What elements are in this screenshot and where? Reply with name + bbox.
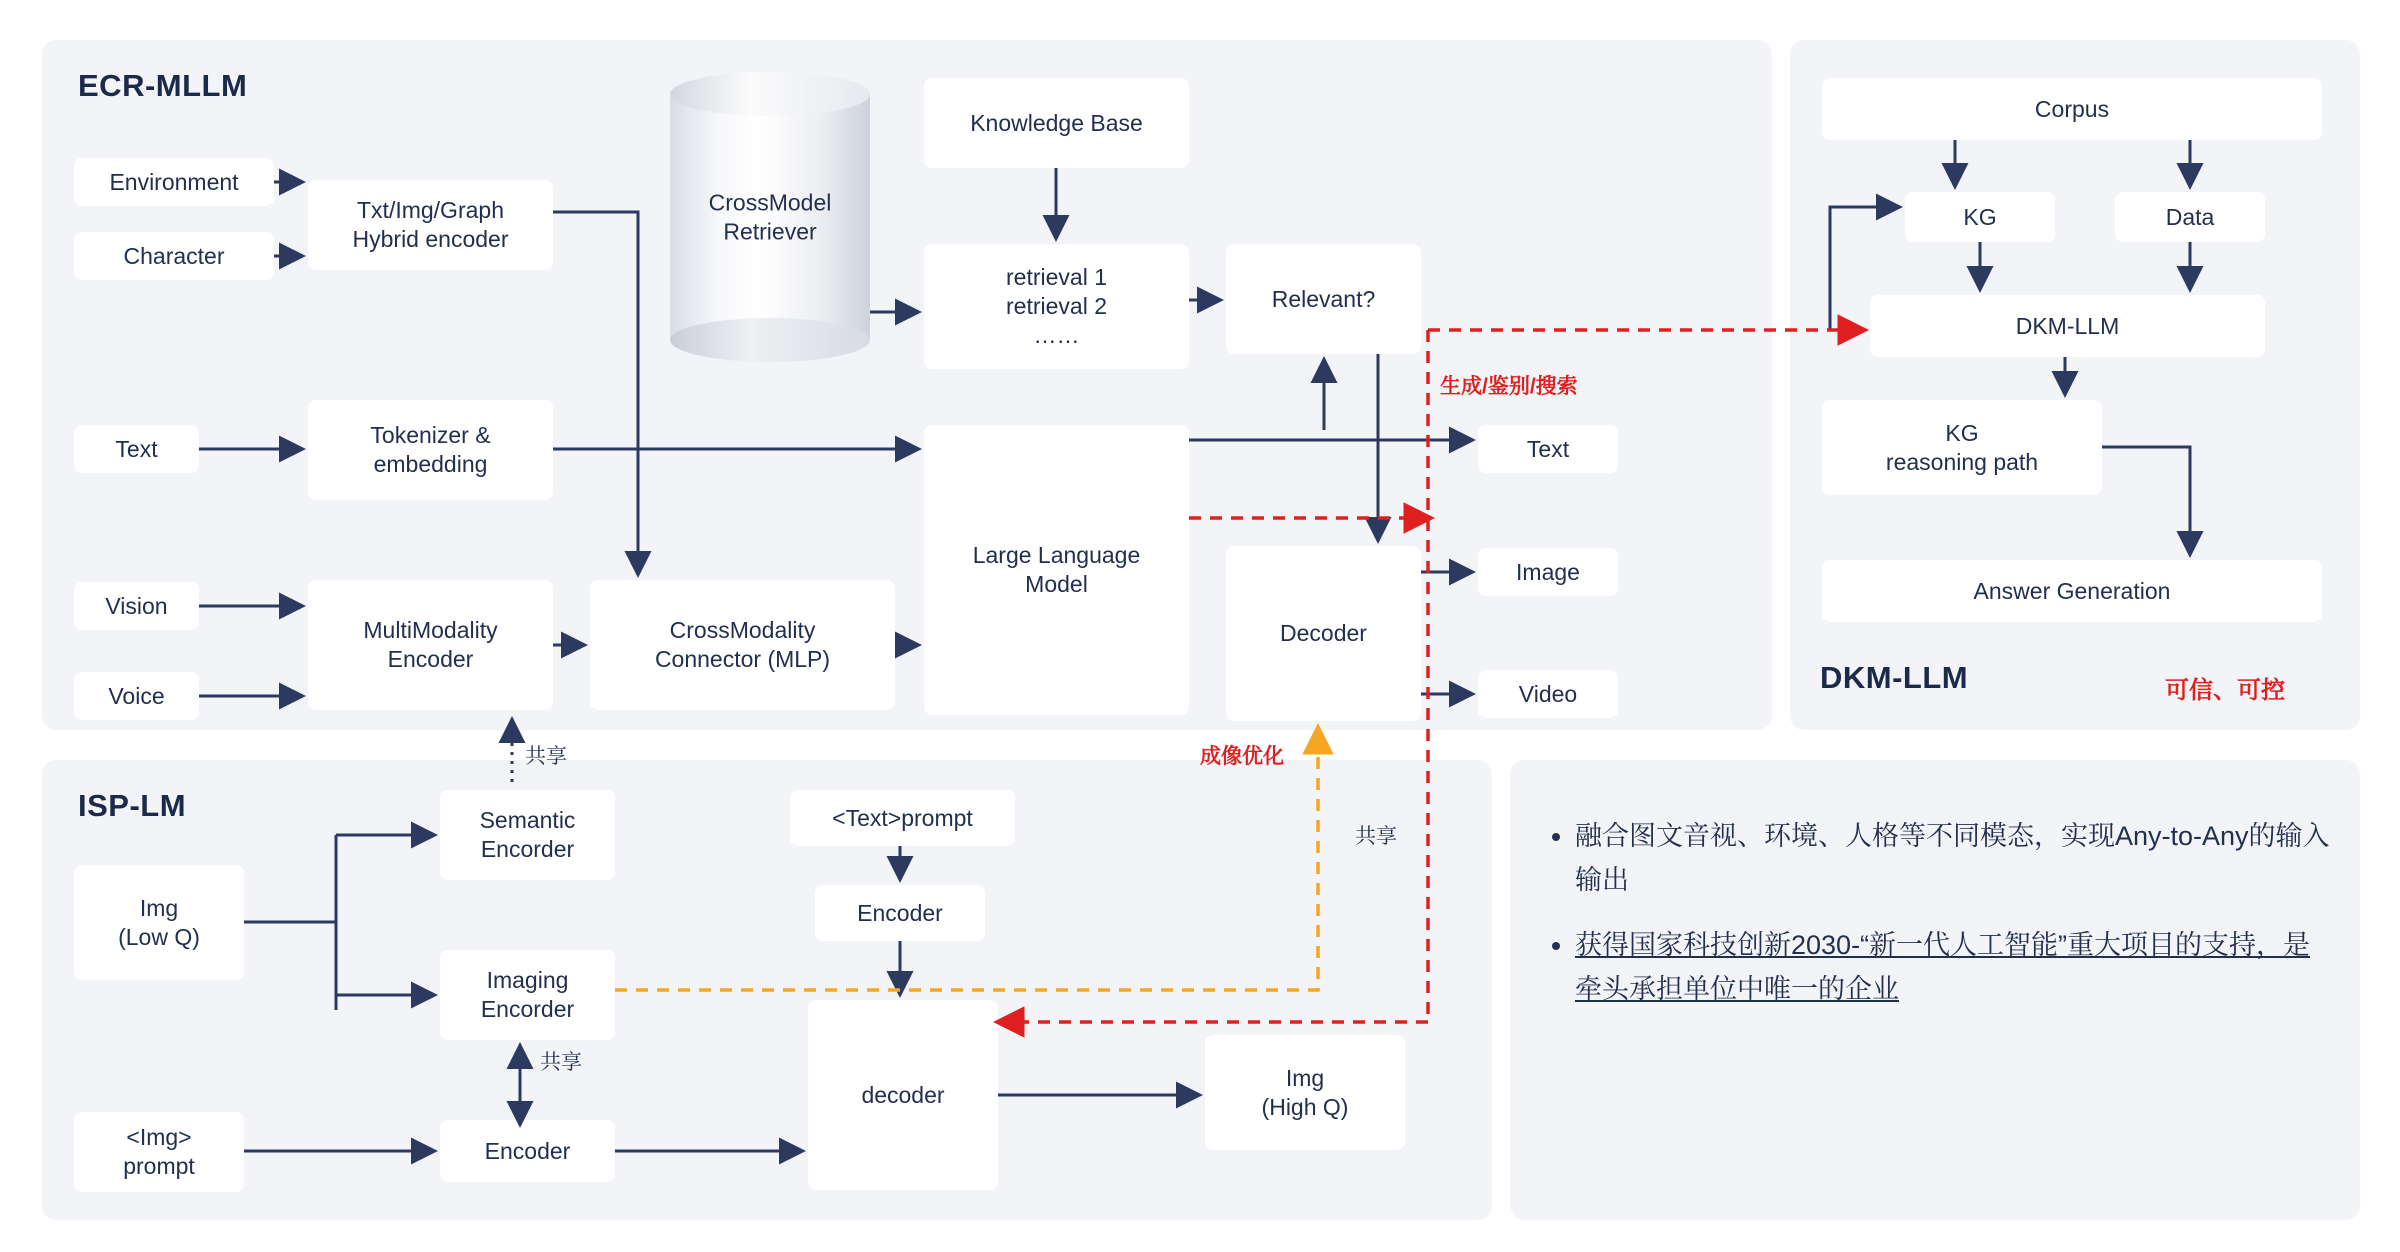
kg-path-line1: KG [1945,419,1979,446]
panel-dkm-llm [1790,40,2360,730]
node-vision-label: Vision [105,592,168,619]
tokenizer-line2: embedding [373,451,488,477]
node-environment-label: Environment [109,168,239,195]
img-prompt-line2: prompt [123,1153,195,1179]
node-output-text [1478,425,1618,473]
retrieval-line2: retrieval 2 [1006,293,1107,320]
node-output-image-label: Image [1516,558,1580,585]
label-share-1: 共享 [525,745,567,768]
mm-encoder-line1: MultiModality [363,617,498,644]
node-corpus-label: Corpus [2034,95,2110,122]
node-relevant-label: Relevant? [1271,285,1376,312]
panel-title-dkm: DKM-LLM [1820,660,1969,695]
imaging-line1: Imaging [486,967,569,994]
node-large-language-model [924,425,1189,715]
node-crossmodality-connector [590,580,895,710]
node-data-label: Data [2165,203,2215,230]
cylinder-bottom [670,318,870,362]
node-text-input [74,425,199,473]
node-text-input-label: Text [115,435,158,462]
node-hybrid-encoder-line1: Txt/Img/Graph [357,197,504,224]
node-multimodality-encoder [308,580,553,710]
node-corpus [1822,78,2322,140]
node-answer-generation [1822,560,2322,622]
node-crossmodel-retriever-label [670,188,870,246]
node-decoder-ecr-label: Decoder [1280,620,1367,647]
node-decoder-isp-label: decoder [861,1081,945,1108]
cylinder-top [670,72,870,116]
panel-isp-lm [42,760,1492,1220]
node-knowledge-base [924,78,1189,168]
node-answer-generation-label: Answer Generation [1973,577,2171,604]
retriever-line1: CrossModel [708,189,832,216]
dkm-badge: 可信、可控 [2165,677,2285,704]
node-output-video-label: Video [1518,680,1578,707]
mm-encoder-line2: Encoder [387,646,474,672]
llm-line1: Large Language [972,542,1141,569]
node-character-label: Character [123,242,225,269]
retrieval-line1: retrieval 1 [1006,264,1107,291]
node-output-text-label: Text [1526,435,1570,462]
node-decoder-isp [808,1000,998,1190]
img-high-line1: Img [1285,1064,1325,1091]
node-img-low-q [74,865,244,980]
node-text-prompt-label: <Text>prompt [832,804,973,831]
node-crossmodel-retriever [670,72,870,362]
bullet-2-text: 获得国家科技创新2030-“新一代人工智能”重大项目的支持，是牵头承担单位中唯一的企业 [1575,930,2311,1005]
img-high-line2: (High Q) [1261,1093,1349,1120]
node-voice-label: Voice [108,682,165,709]
llm-line2: Model [1025,571,1088,597]
node-character [74,232,274,280]
label-imaging-optimization: 成像优化 [1200,745,1284,768]
node-hybrid-encoder-line2: Hybrid encoder [352,226,509,252]
node-kg [1905,192,2055,242]
node-encoder-bottom [440,1120,615,1182]
node-tokenizer [308,400,553,500]
label-generation-discrimination-search: 生成/鉴别/搜索 [1440,375,1578,398]
semantic-line2: Encorder [480,836,575,862]
label-share-2: 共享 [540,1051,582,1074]
semantic-line1: Semantic [479,807,576,834]
node-semantic-encoder [440,790,615,880]
node-kg-label: KG [1963,203,1997,230]
node-decoder-ecr [1226,546,1421,721]
panel-title-isp: ISP-LM [78,788,187,823]
cm-connector-line1: CrossModality [669,617,816,644]
img-prompt-line1: <Img> [126,1124,192,1151]
node-img-prompt [74,1112,244,1192]
node-relevant [1226,244,1421,354]
bullet-list [1545,815,2335,1034]
node-output-video [1478,670,1618,718]
node-img-high-q [1205,1035,1405,1150]
node-dkm-llm-label: DKM-LLM [2015,312,2120,339]
cm-connector-line2: Connector (MLP) [654,646,831,672]
node-knowledge-base-label: Knowledge Base [970,109,1143,136]
node-imaging-encoder [440,950,615,1040]
node-dkm-llm [1870,295,2265,357]
node-environment [74,158,274,206]
list-item [1575,924,2335,1011]
node-encoder-text-label: Encoder [857,899,943,926]
node-retrieval-list [924,244,1189,369]
list-item: • 融合图文音视、环境、人格等不同模态，实现Any-to-Any的输入输出 [1575,815,2335,902]
node-data [2115,192,2265,242]
retriever-line2: Retriever [723,218,817,244]
tokenizer-line1: Tokenizer & [370,422,491,449]
node-output-image [1478,548,1618,596]
label-share-3: 共享 [1355,825,1397,848]
node-encoder-text [815,885,985,941]
kg-path-line2: reasoning path [1885,448,2039,475]
node-kg-reasoning-path [1822,400,2102,495]
node-hybrid-encoder [308,180,553,270]
retrieval-line3: …… [1033,321,1080,348]
panel-title-ecr: ECR-MLLM [78,68,248,103]
node-encoder-bottom-label: Encoder [484,1137,571,1164]
node-text-prompt [790,790,1015,846]
node-vision [74,582,199,630]
node-voice [74,672,199,720]
img-low-line2: (Low Q) [118,923,200,950]
img-low-line1: Img [139,894,179,921]
imaging-line2: Encorder [480,996,575,1022]
